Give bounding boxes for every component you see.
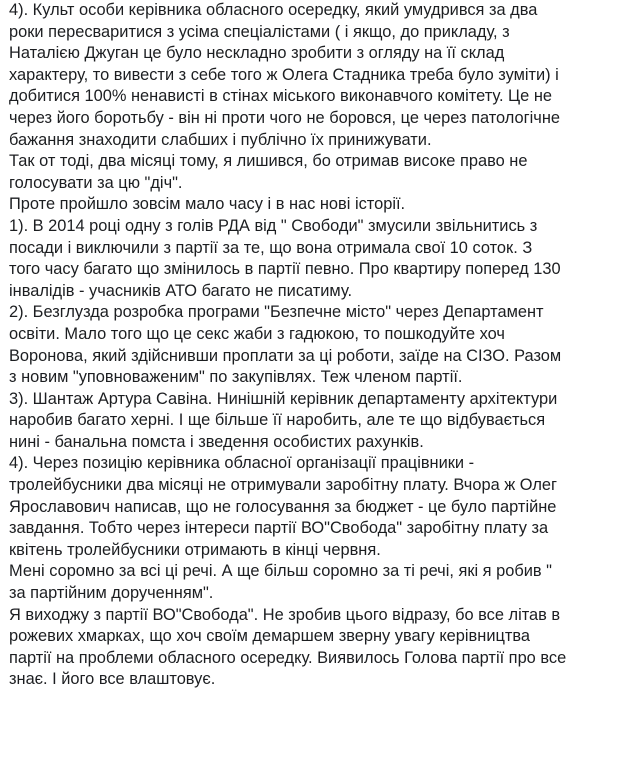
post-text-line: 4). Через позицію керівника обласної організації працівники -	[9, 454, 475, 473]
post-text-line: нині - банальна помста і зведення особистих рахунків.	[9, 432, 424, 451]
post-text-line: 4). Культ особи керівника обласного осередку, який умудрився за два	[9, 1, 538, 19]
post-text-line: за партійним дорученням".	[9, 584, 214, 603]
post-text-line: бажання знаходити слабших і публічно їх принижувати.	[9, 130, 432, 149]
post-text-line: того часу багато що змінилось в партії певно. Про квартиру поперед 130	[9, 260, 561, 279]
post-text-line: через його боротьбу - він ні проти чого не боровся, це через патологічне	[9, 108, 560, 127]
post-text-line: освіти. Мало того що це секс жаби з гадюкою, то пошкодуйте хоч	[9, 324, 505, 343]
post-text-line: інвалідів - учасників АТО багато не писатиму.	[9, 281, 352, 300]
post-text-line: рожевих хмарках, що хоч своїм демаршем зверну увагу керівництва	[9, 627, 531, 646]
post-text-line: 2). Безглузда розробка програми "Безпечне місто" через Департамент	[9, 303, 544, 322]
post-text-line: Наталією Джуган це було нескладно зробити з огляду на її склад	[9, 44, 505, 63]
post-text-line: тролейбусники два місяці не отримували заробітну плату. Вчора ж Олег	[9, 476, 557, 495]
post-text-line: з новим "уповноваженим" по закупівлях. Теж членом партії.	[9, 368, 463, 387]
post-text-line: Мені соромно за всі ці речі. А ще більш соромно за ті речі, які я робив "	[9, 562, 552, 581]
post-text-line: 1). В 2014 році одну з голів РДА від " Свободи" змусили звільнитись з	[9, 216, 538, 235]
post-text-line: завдання. Тобто через інтереси партії ВО"Свобода" заробітну плату за	[9, 519, 549, 538]
post-text-line: посади і виключили з партії за те, що вона отримала свої 10 соток. З	[9, 238, 533, 257]
post-text-line: Воронова, який здійснивши проплати за ці роботи, заїде на СІЗО. Разом	[9, 346, 562, 365]
post-text-line: Ярославович написав, що не голосування за бюджет - це було партійне	[9, 497, 557, 516]
post-text-line: роки пересваритися з усіма спеціалістами ( і якщо, до прикладу, з	[9, 22, 510, 41]
post-text-line: квітень тролейбусники отримають в кінці червня.	[9, 540, 381, 559]
post-text-line: партії на проблеми обласного осередку. Виявилось Голова партії про все	[9, 648, 567, 667]
post-text-line: знає. І його все влаштовує.	[9, 670, 216, 689]
post-text-line: Я виходжу з партії ВО"Свобода". Не зробив цього відразу, бо все літав в	[9, 605, 561, 624]
post-text-line: характеру, то вивести з себе того ж Олега Стадника треба було зуміти) і	[9, 65, 559, 84]
post-text-line: Так от тоді, два місяці тому, я лишився, бо отримав високе право не	[9, 152, 528, 171]
post-text-line: Проте пройшло зовсім мало часу і в нас нові історії.	[9, 195, 406, 214]
post-text-line: 3). Шантаж Артура Савіна. Нинішній керівник департаменту архітектури	[9, 389, 558, 408]
post-text-line: наробив багато херні. І ще більше її наробить, але те що відбувається	[9, 411, 546, 430]
post-text-line: голосувати за цю "діч".	[9, 173, 183, 192]
post-text-line: добитися 100% ненависті в стінах міського виконавчого комітету. Це не	[9, 87, 553, 106]
